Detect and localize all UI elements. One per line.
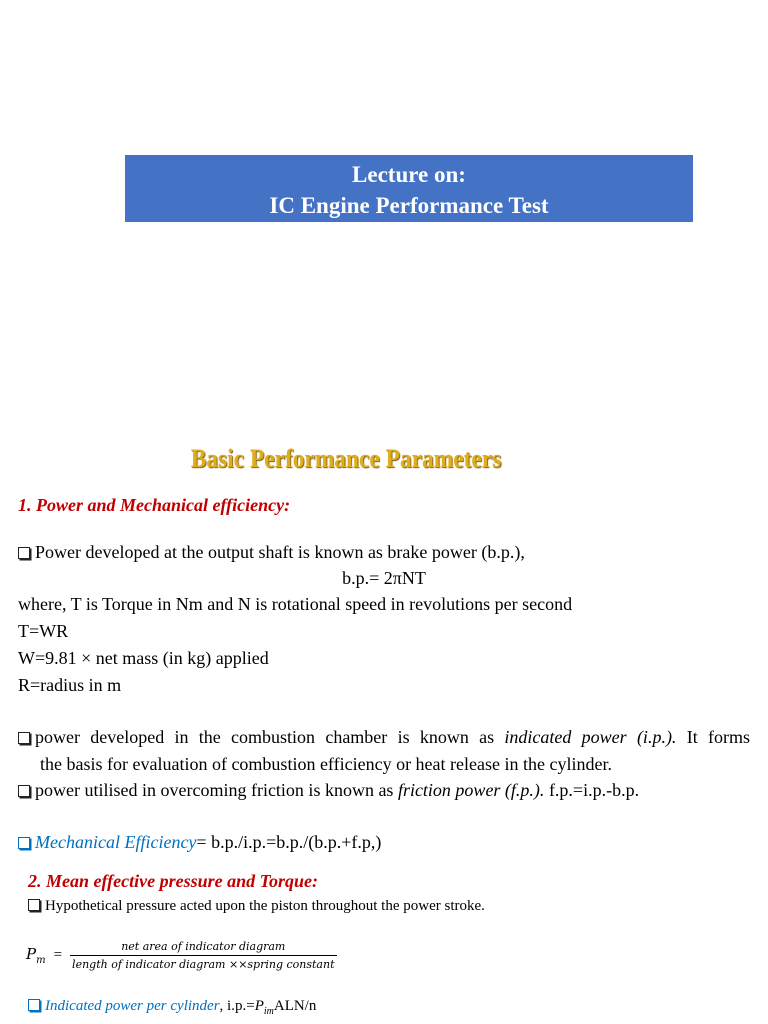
pm-equation xyxy=(26,940,337,971)
checkbox-bullet-icon xyxy=(28,999,40,1011)
ipc-mid: , i.p.= xyxy=(219,998,255,1014)
bp-bullet-text: Power developed at the output shaft is known as brake power (b.p.), xyxy=(35,542,525,562)
t-line: T=WR xyxy=(18,621,69,641)
checkbox-bullet-icon xyxy=(18,837,30,849)
banner-line-1: Lecture on: xyxy=(352,162,466,187)
pm-equals: = xyxy=(53,947,63,963)
checkbox-bullet-icon xyxy=(18,547,30,559)
bp-formula xyxy=(0,568,768,589)
ip-per-cylinder-line xyxy=(28,998,316,1017)
ip-bullet xyxy=(18,727,750,748)
title-banner xyxy=(125,155,693,222)
section-1-title: 1. Power and Mechanical efficiency: xyxy=(18,495,291,515)
fp-bullet xyxy=(18,780,639,801)
pm-symbol: $P_m$ xyxy=(26,945,46,966)
ip-term: indicated power (i.p.). xyxy=(504,727,677,747)
bp-bullet xyxy=(18,542,525,563)
fp-text-post: f.p.=i.p.-b.p. xyxy=(548,780,640,800)
section-heading: Basic Performance Parameters xyxy=(190,444,502,473)
w-line: W=9.81 × net mass (in kg) applied xyxy=(18,648,269,668)
banner-line-2: IC Engine Performance Test xyxy=(269,193,549,218)
bp-formula-text: b.p.= 2πNT xyxy=(342,568,426,588)
mech-term: Mechanical Efficiency xyxy=(35,832,197,852)
pm-fraction xyxy=(70,940,336,971)
section-2-title: 2. Mean effective pressure and Torque: xyxy=(28,871,318,891)
ipc-sub: im xyxy=(263,1006,274,1017)
fp-term: friction power (f.p.). xyxy=(397,780,545,800)
ipc-p: P xyxy=(254,998,264,1014)
pressure-bullet-text: Hypothetical pressure acted upon the piston throughout the power stroke. xyxy=(45,898,485,914)
mech-efficiency-line xyxy=(18,832,381,853)
r-line: R=radius in m xyxy=(18,675,122,695)
checkbox-bullet-icon xyxy=(28,899,40,911)
ip-text-post: It forms xyxy=(686,727,750,747)
mech-formula: = b.p./i.p.=b.p./(b.p.+f.p,) xyxy=(196,832,382,852)
ipc-rest: ALN/n xyxy=(273,998,317,1014)
pm-numerator: net area of indicator diagram xyxy=(121,940,286,953)
checkbox-bullet-icon xyxy=(18,785,30,797)
ip-text-pre: power developed in the combustion chamber is known as xyxy=(35,727,495,747)
ipc-term: Indicated power per cylinder xyxy=(45,998,220,1014)
checkbox-bullet-icon xyxy=(18,732,30,744)
pm-denominator: length of indicator diagram ××spring constant xyxy=(70,955,336,971)
fp-text-pre: power utilised in overcoming friction is known as xyxy=(35,780,394,800)
where-line: where, T is Torque in Nm and N is rotational speed in revolutions per second xyxy=(18,594,573,614)
pressure-bullet xyxy=(28,898,485,915)
ip-continuation: the basis for evaluation of combustion efficiency or heat release in the cylinder. xyxy=(40,754,612,774)
